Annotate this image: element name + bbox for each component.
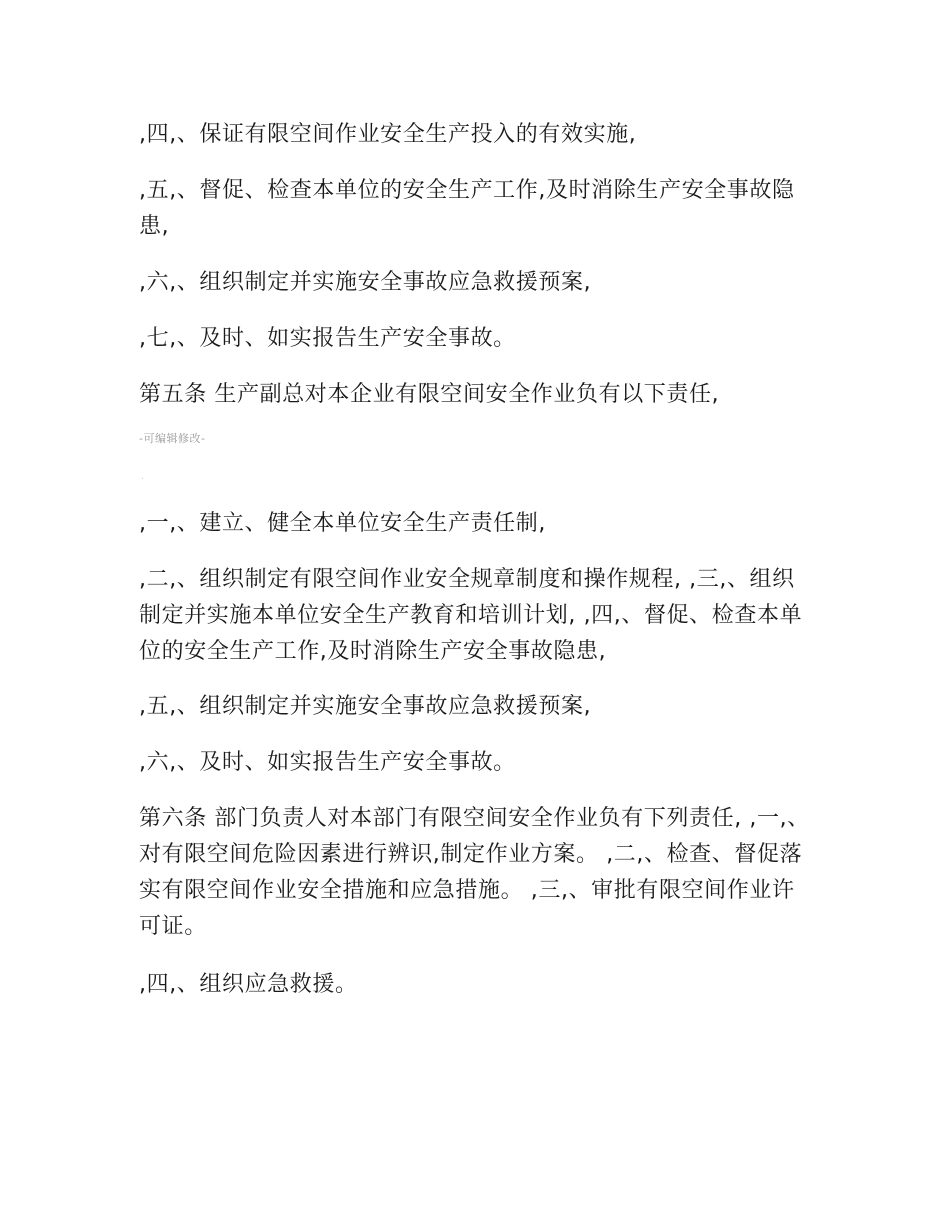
- paragraph-items-2-4: ,二,、组织制定有限空间作业安全规章制度和操作规程, ,三,、组织制定并实施本单位安全生产教育和培训计划, ,四,、督促、检查本单位的安全生产工作,及时消除生产安全事故隐患,: [139, 567, 803, 664]
- paragraph-item-1: ,一,、建立、健全本单位安全生产责任制,: [139, 511, 546, 536]
- paragraph-item-6: ,六,、组织制定并实施安全事故应急救援预案,: [139, 270, 592, 295]
- article-6-paragraph: 第六条 部门负责人对本部门有限空间安全作业负有下列责任, ,一,、对有限空间危险因素进行辨识,制定作业方案。 ,二,、检查、督促落实有限空间作业安全措施和应急措施。 ,三,、审批有限空间作业许可证。: [139, 806, 810, 939]
- edit-note: -可编辑修改-: [139, 432, 206, 445]
- article-5-heading: 第五条 生产副总对本企业有限空间安全作业负有以下责任,: [139, 382, 720, 407]
- paragraph-item-4b: ,四,、组织应急救援。: [139, 972, 358, 997]
- paragraph-item-5: ,五,、督促、检查本单位的安全生产工作,及时消除生产安全事故隐患,: [139, 178, 795, 239]
- paragraph-item-6b: ,六,、及时、如实报告生产安全事故。: [139, 750, 516, 775]
- separator-dot: .: [141, 472, 144, 482]
- paragraph-item-5b: ,五,、组织制定并实施安全事故应急救援预案,: [139, 694, 592, 719]
- paragraph-item-7: ,七,、及时、如实报告生产安全事故。: [139, 326, 516, 351]
- paragraph-item-4: ,四,、保证有限空间作业安全生产投入的有效实施,: [139, 122, 637, 147]
